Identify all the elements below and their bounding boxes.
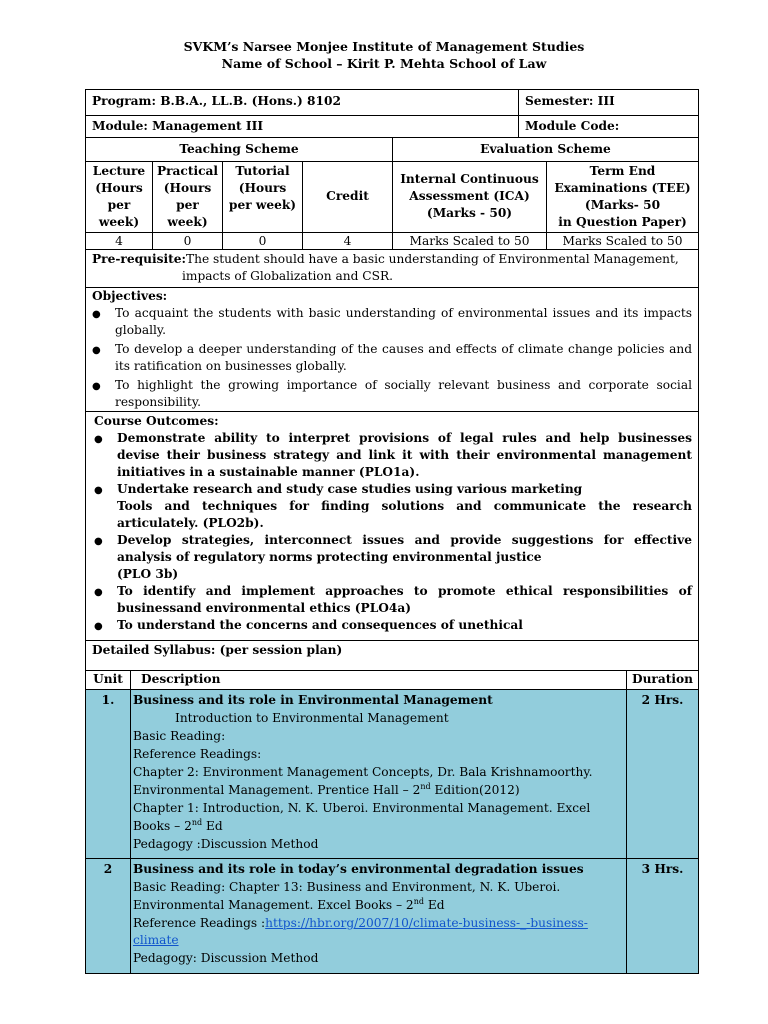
ica-value: Marks Scaled to 50 — [392, 233, 546, 249]
pedagogy: Pedagogy: Discussion Method — [133, 951, 319, 965]
scheme-title-row — [86, 137, 698, 161]
unit-number: 2 — [103, 862, 113, 876]
outcome-item: ● To understand the concerns and consequences of unethical — [94, 617, 692, 634]
syllabus-row-unit-2 — [86, 858, 698, 973]
unit-description — [130, 859, 626, 973]
syllabus-title: Detailed Syllabus: (per session plan) — [92, 643, 343, 657]
syllabus-title-row — [86, 640, 698, 670]
outcome-item: ● Demonstrate ability to interpret provisions of legal rules and help businesses devise their business strategy and link it with their environmental management initiatives in a sustainable manner (PLO1a). — [94, 430, 692, 481]
unit-title: Business and its role in Environmental Management — [133, 693, 493, 707]
reference-readings: Reference Readings: — [133, 747, 262, 761]
prerequisite-text-cont: impacts of Globalization and CSR. — [182, 269, 393, 283]
description-header: Description — [130, 671, 626, 689]
school-name: Name of School – Kirit P. Mehta School of Law — [221, 56, 547, 71]
tutorial-header: Tutorial (Hours per week) — [222, 162, 302, 232]
outcome-item-cont: (PLO 3b) — [117, 567, 179, 581]
objective-item: ● To develop a deeper understanding of the causes and effects of climate change policies and its ratification on businesses globally. — [92, 341, 692, 375]
basic-reading: Basic Reading: — [133, 729, 226, 743]
unit-subtitle: Introduction to Environmental Management — [175, 711, 449, 725]
tee-value: Marks Scaled to 50 — [546, 233, 698, 249]
reference-link-cont[interactable]: climate — [133, 933, 179, 947]
unit-header: Unit — [93, 672, 123, 686]
tutorial-value: 0 — [222, 233, 302, 249]
module-cell: Module: Management III — [92, 119, 264, 133]
objective-item: ● To acquaint the students with basic understanding of environmental issues and its impacts globally. — [92, 305, 692, 339]
course-table — [85, 89, 699, 974]
objective-item: ● To highlight the growing importance of socially relevant business and corporate social responsibility. — [92, 377, 692, 411]
outcomes-title: Course Outcomes: — [94, 414, 219, 428]
practical-value: 0 — [152, 233, 222, 249]
reference-line: Books – 2nd Ed — [133, 817, 223, 833]
basic-reading-cont: Environmental Management. Excel Books – 2nd Ed — [133, 896, 445, 912]
syllabus-header-row — [86, 670, 698, 689]
unit-duration: 3 Hrs. — [626, 859, 698, 973]
program-row — [86, 90, 698, 115]
outcome-item: ● Develop strategies, interconnect issues and provide suggestions for effective analysis of regulatory norms protecting environmental justice — [94, 532, 692, 566]
pedagogy: Pedagogy :Discussion Method — [133, 837, 319, 851]
reference-link[interactable]: https://hbr.org/2007/10/climate-business-_-business- — [265, 916, 588, 930]
basic-reading: Basic Reading: Chapter 13: Business and Environment, N. K. Uberoi. — [133, 880, 561, 894]
prerequisite-label: Pre-requisite: — [92, 252, 186, 266]
scheme-header-row — [86, 161, 698, 232]
credit-value: 4 — [302, 233, 392, 249]
tee-header: Term End Examinations (TEE) (Marks- 50 in Question Paper) — [546, 162, 698, 232]
module-row — [86, 115, 698, 137]
reference-readings: Reference Readings :https://hbr.org/2007/10/climate-business-_-business- — [133, 916, 588, 930]
evaluation-scheme-heading: Evaluation Scheme — [392, 138, 698, 161]
syllabus-row-unit-1 — [86, 689, 698, 858]
reference-line: Chapter 2: Environment Management Concepts, Dr. Bala Krishnamoorthy. — [133, 765, 593, 779]
outcome-item: ● To identify and implement approaches to promote ethical responsibilities of businessand environmental ethics (PLO4a) — [94, 583, 692, 617]
reference-line: Environmental Management. Prentice Hall – 2nd Edition(2012) — [133, 781, 520, 797]
duration-header: Duration — [626, 671, 698, 689]
prerequisite-row — [86, 249, 698, 287]
document-header — [0, 38, 768, 72]
program-cell: Program: B.B.A., LL.B. (Hons.) 8102 — [92, 94, 341, 108]
unit-number: 1. — [101, 693, 115, 707]
outcome-item: ● Undertake research and study case studies using various marketing — [94, 481, 692, 498]
unit-duration: 2 Hrs. — [626, 690, 698, 858]
objectives-row — [86, 287, 698, 411]
ica-header: Internal Continuous Assessment (ICA) (Marks - 50) — [392, 162, 546, 232]
institute-name: SVKM’s Narsee Monjee Institute of Management Studies — [183, 39, 585, 54]
module-code-cell: Module Code: — [518, 116, 698, 137]
unit-description — [130, 690, 626, 858]
scheme-values-row — [86, 232, 698, 249]
lecture-header: Lecture (Hours per week) — [92, 164, 146, 229]
reference-line: Chapter 1: Introduction, N. K. Uberoi. Environmental Management. Excel — [133, 801, 591, 815]
prerequisite-text: The student should have a basic understanding of Environmental Management, — [185, 252, 679, 266]
objectives-title: Objectives: — [92, 289, 168, 303]
teaching-scheme-heading: Teaching Scheme — [179, 142, 299, 156]
lecture-value: 4 — [115, 234, 123, 248]
outcomes-row — [86, 411, 698, 640]
practical-header: Practical (Hours per week) — [152, 162, 222, 232]
semester-cell: Semester: III — [518, 90, 698, 115]
outcome-item-cont: Tools and techniques for finding solutions and communicate the research articulately. (PLO2b). — [117, 499, 692, 530]
credit-header: Credit — [302, 162, 392, 232]
unit-title: Business and its role in today’s environmental degradation issues — [133, 862, 584, 876]
